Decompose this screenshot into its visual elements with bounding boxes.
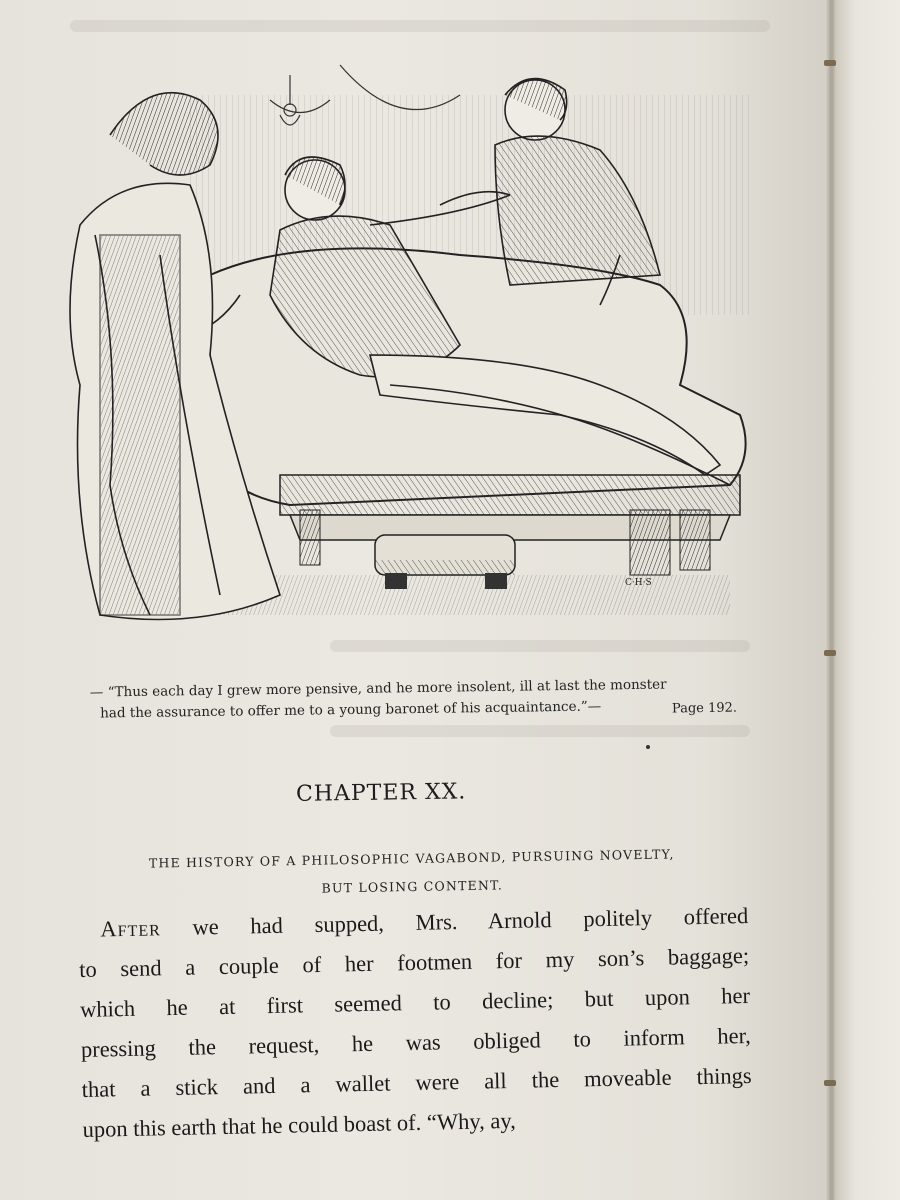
chapter-subtitle-line-1: THE HISTORY OF A PHILOSOPHIC VAGABOND, PURSUING NOVELTY, — [148, 846, 675, 871]
show-through-text — [330, 725, 750, 737]
body-line: which he at first seemed to decline; but upon her — [79, 982, 751, 1022]
drop-word: After — [100, 915, 162, 942]
show-through-text — [330, 640, 750, 652]
binding-stitch — [824, 650, 836, 656]
caption-line-1: — “Thus each day I grew more pensive, and he more insolent, ill at last the monster — [89, 676, 667, 701]
body-line-1-rest: we had supped, Mrs. Arnold politely offered — [160, 902, 749, 941]
body-line: upon this earth that he could boast of. “Why, ay, — [82, 1107, 516, 1142]
engraver-signature: C·H·S — [625, 578, 652, 588]
chapter-subtitle-line-2: BUT LOSING CONTENT. — [321, 877, 504, 896]
book-gutter — [826, 0, 836, 1200]
engraving-illustration — [40, 55, 750, 625]
book-page-right-edge — [832, 0, 900, 1200]
chapter-subtitle — [92, 839, 733, 906]
show-through-text — [70, 20, 770, 32]
body-line: to send a couple of her footmen for my son’s baggage; — [78, 942, 750, 982]
body-line: pressing the request, he was obliged to inform her, — [80, 1022, 752, 1062]
body-line: that a stick and a wallet were all the moveable things — [81, 1062, 752, 1102]
binding-stitch — [824, 60, 836, 66]
body-text — [78, 896, 753, 1150]
caption-page-reference: Page 192. — [671, 700, 738, 717]
chapter-title: CHAPTER XX. — [295, 779, 467, 807]
caption-line-2: had the assurance to offer me to a young baronet of his acquaintance.”— — [100, 698, 602, 722]
binding-stitch — [824, 1080, 836, 1086]
ink-speck — [646, 745, 650, 749]
